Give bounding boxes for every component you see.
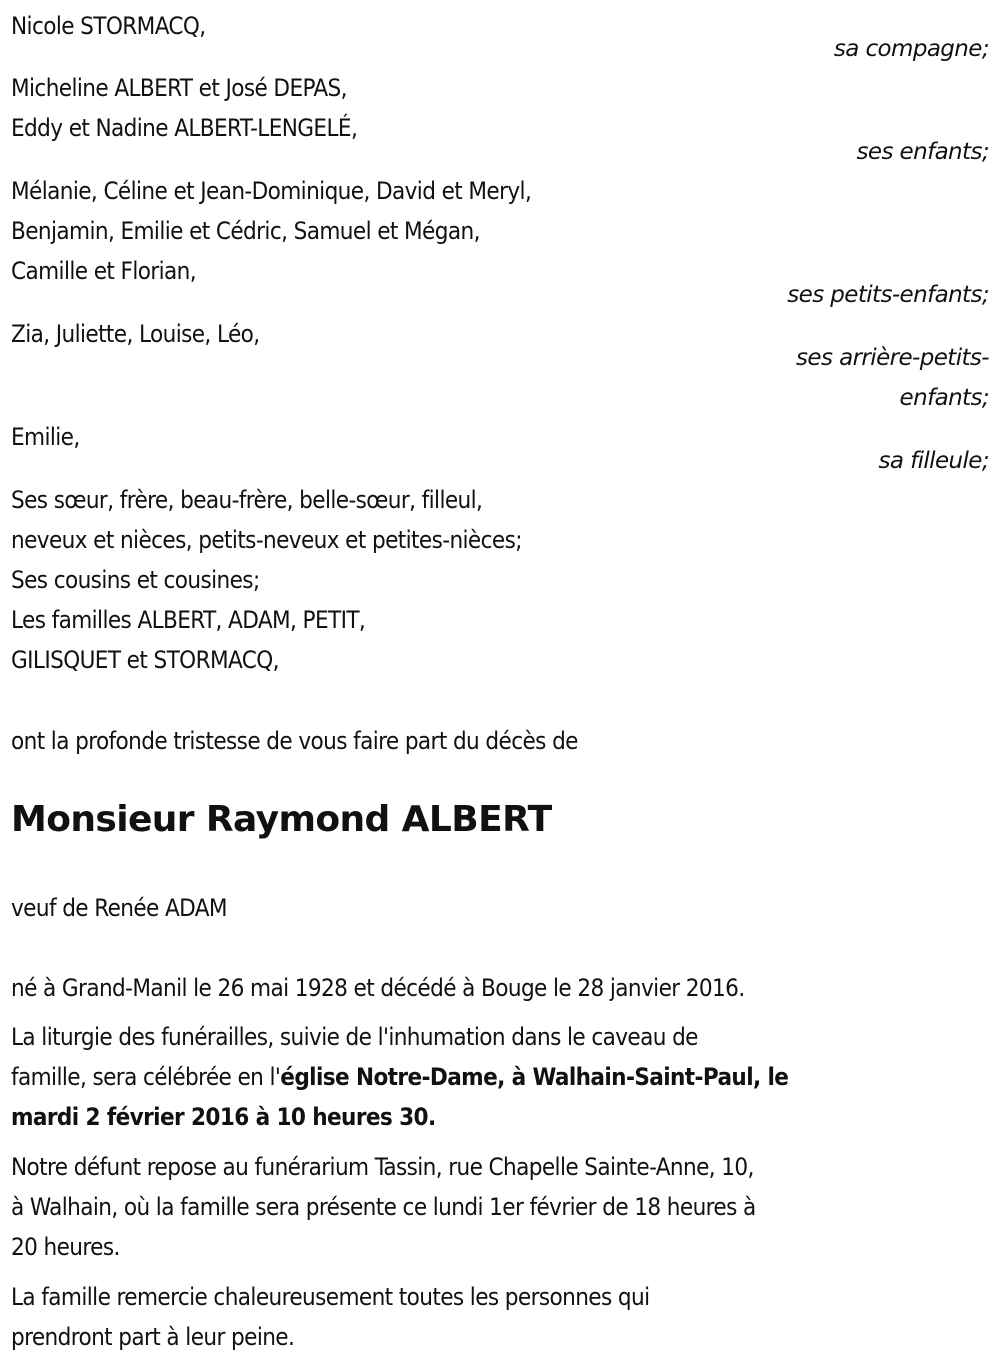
other-relatives: Ses sœur, frère, beau-frère, belle-sœur, filleul, [11, 486, 483, 514]
announcement-text: ont la profonde tristesse de vous faire part du décès de [11, 727, 578, 755]
child-name: Micheline ALBERT et José DEPAS, [11, 74, 347, 102]
funeral-text [11, 1061, 788, 1093]
funeral-text: La liturgie des funérailles, suivie de l'inhumation dans le caveau de [11, 1023, 698, 1051]
other-relatives: neveux et nièces, petits-neveux et petites-nièces; [11, 526, 522, 554]
birth-death-dates: né à Grand-Manil le 26 mai 1928 et décédé à Bouge le 28 janvier 2016. [11, 974, 745, 1002]
funeral-datetime: mardi 2 février 2016 à 10 heures 30. [11, 1103, 436, 1131]
visitation-text: 20 heures. [11, 1233, 120, 1261]
companion-name: Nicole STORMACQ, [11, 12, 206, 40]
funeral-location: église Notre-Dame, à Walhain-Saint-Paul, le [280, 1063, 789, 1091]
visitation-text: Notre défunt repose au funérarium Tassin, rue Chapelle Sainte-Anne, 10, [11, 1153, 754, 1181]
visitation-text: à Walhain, où la famille sera présente ce lundi 1er février de 18 heures à [11, 1193, 756, 1221]
great-grandchildren-relation-cont: enfants; [899, 385, 989, 411]
cousins: Ses cousins et cousines; [11, 566, 260, 594]
grandchild-names: Benjamin, Emilie et Cédric, Samuel et Mégan, [11, 217, 480, 245]
thanks-text: La famille remercie chaleureusement toutes les personnes qui [11, 1283, 650, 1311]
funeral-text-plain: famille, sera célébrée en l' [11, 1063, 281, 1091]
goddaughter-name: Emilie, [11, 423, 80, 451]
great-grandchildren-relation: ses arrière-petits- [796, 345, 989, 371]
families: GILISQUET et STORMACQ, [11, 646, 279, 674]
companion-relation: sa compagne; [833, 36, 989, 62]
spouse-info: veuf de Renée ADAM [11, 894, 227, 922]
families: Les familles ALBERT, ADAM, PETIT, [11, 606, 366, 634]
child-name: Eddy et Nadine ALBERT-LENGELÉ, [11, 114, 358, 142]
deceased-name: Monsieur Raymond ALBERT [11, 799, 552, 840]
children-relation: ses enfants; [856, 139, 989, 165]
great-grandchild-names: Zia, Juliette, Louise, Léo, [11, 320, 260, 348]
grandchild-names: Mélanie, Céline et Jean-Dominique, David et Meryl, [11, 177, 532, 205]
grandchildren-relation: ses petits-enfants; [787, 282, 989, 308]
thanks-text: prendront part à leur peine. [11, 1323, 295, 1351]
grandchild-names: Camille et Florian, [11, 257, 196, 285]
goddaughter-relation: sa filleule; [878, 448, 989, 474]
